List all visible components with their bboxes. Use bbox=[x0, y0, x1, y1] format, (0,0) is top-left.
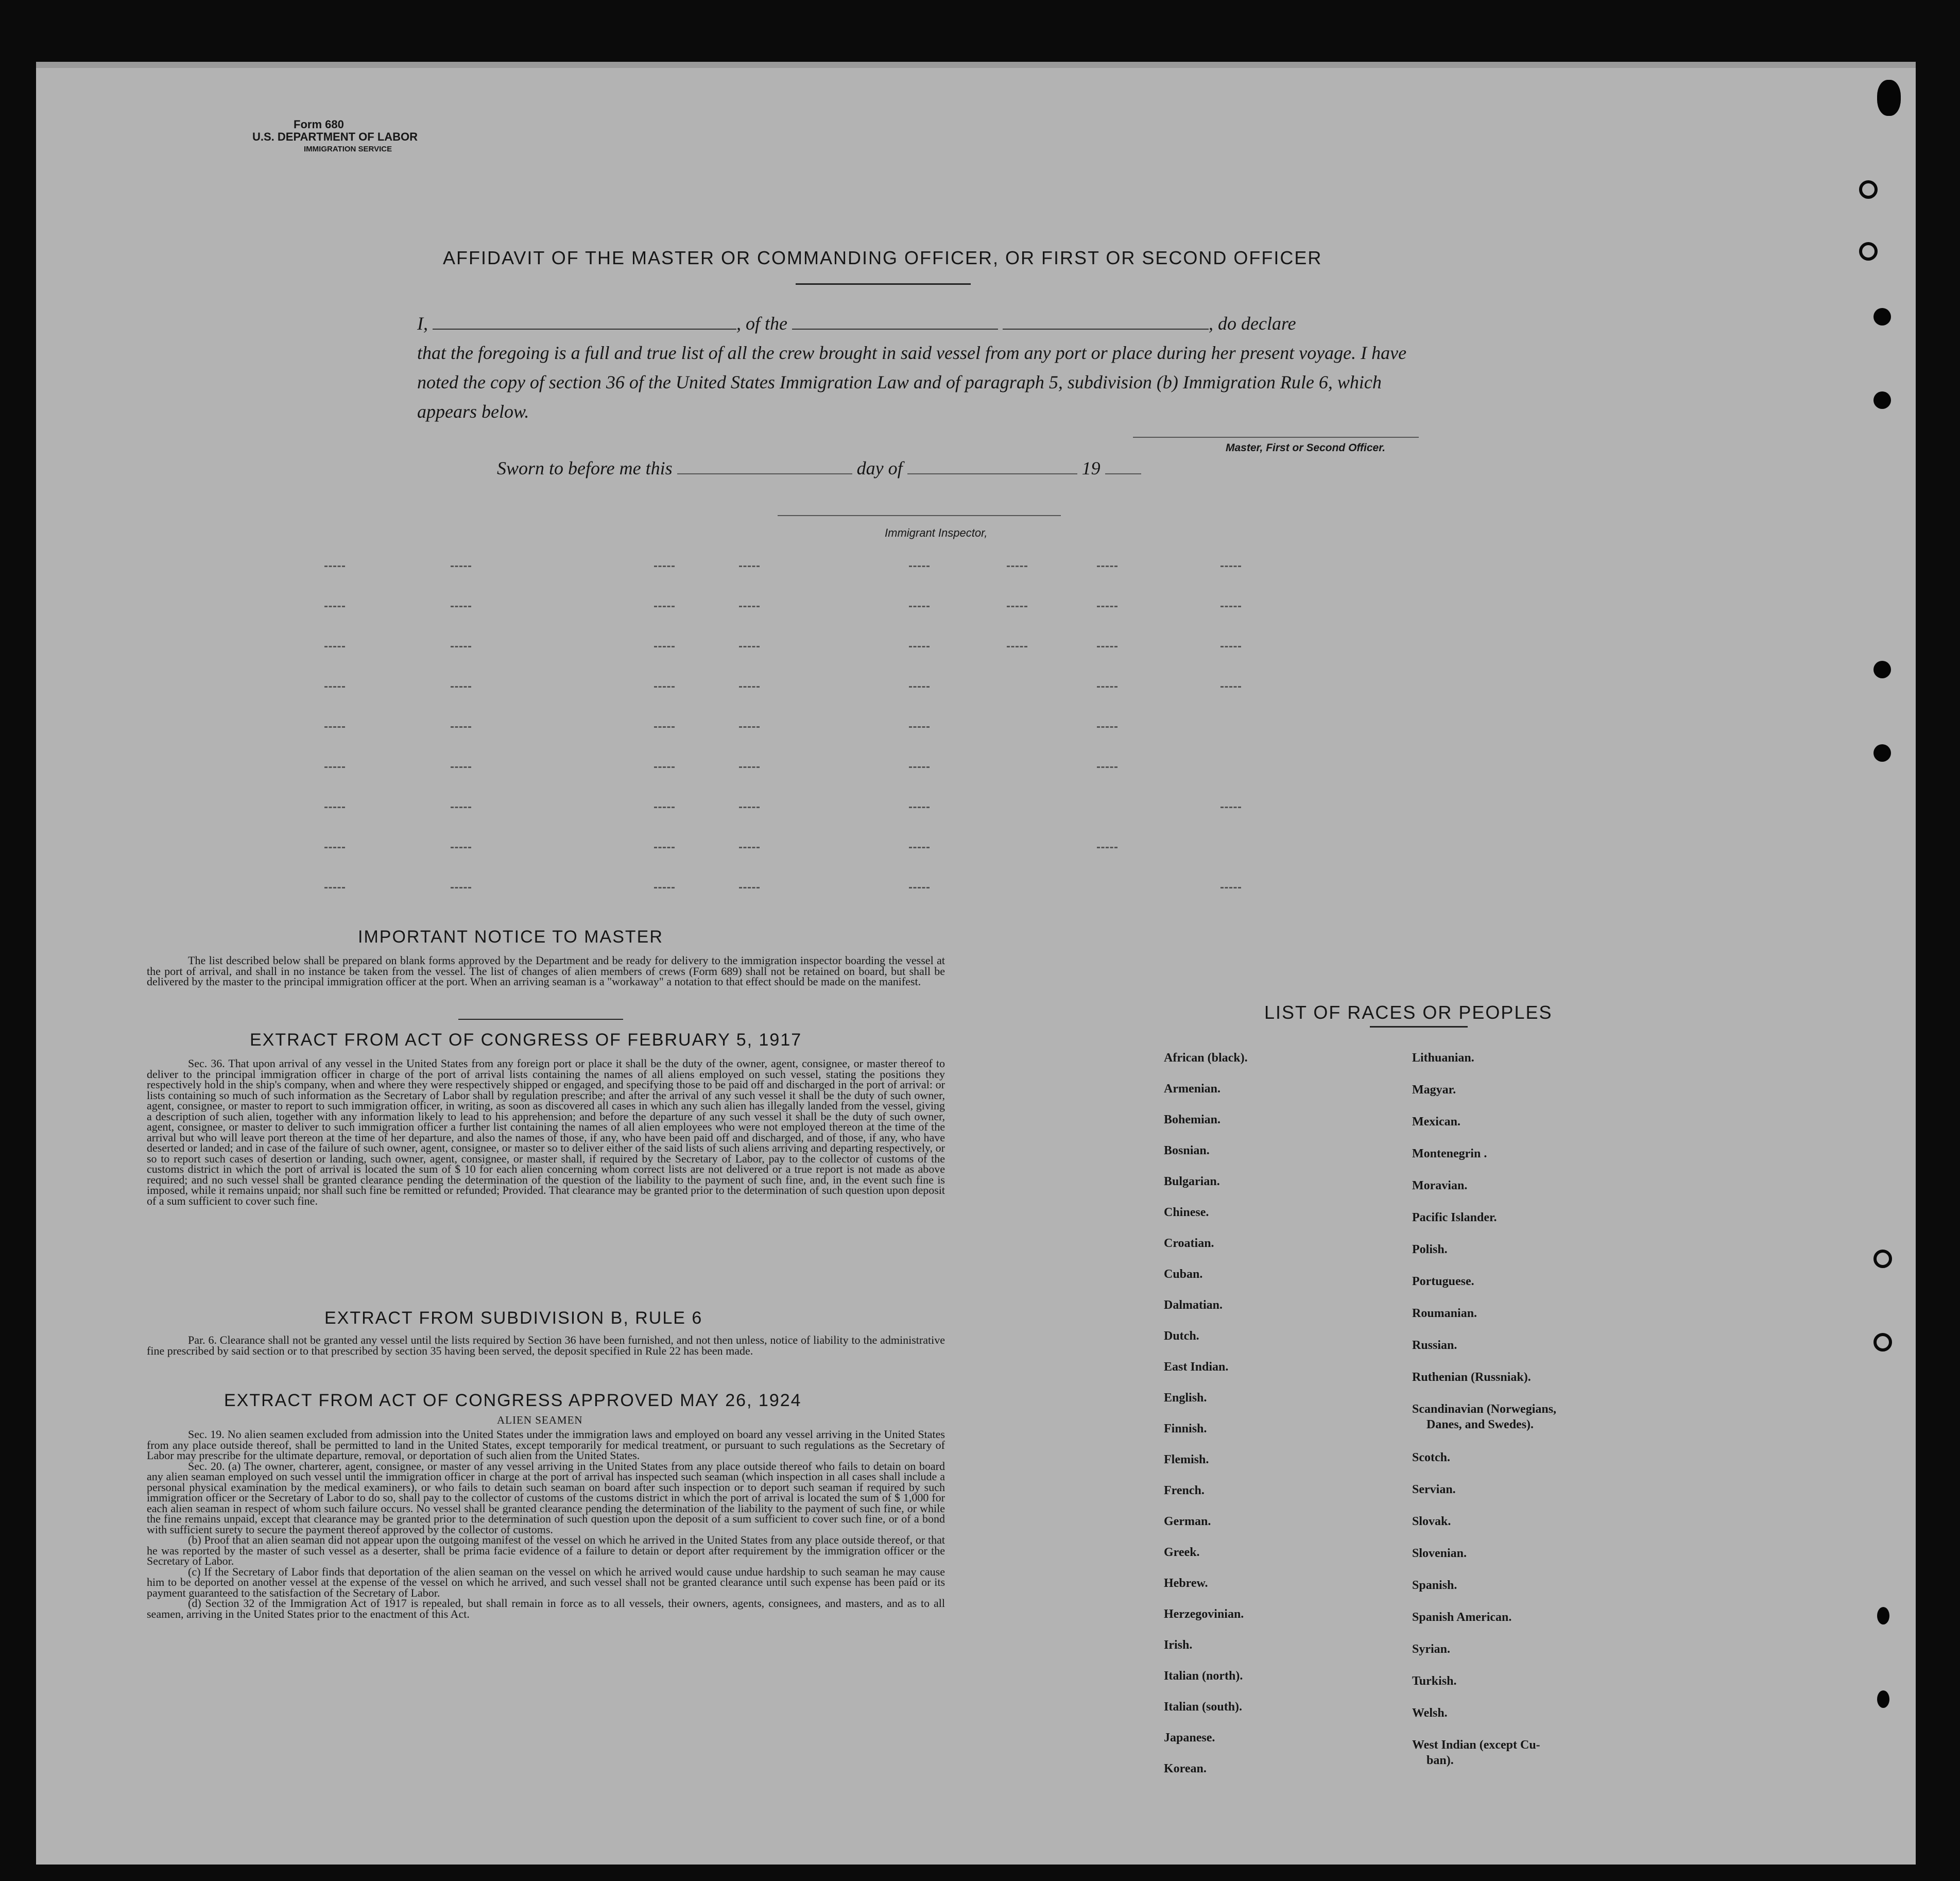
master-name-field[interactable] bbox=[433, 311, 736, 330]
act-1917-paragraph: Sec. 36. That upon arrival of any vessel in the United States from any foreign port or place it shall be the duty of the owner, agent, consignee, or master thereof to deliver to the principal immigration officer in charge of the port of arrival lists containing the names of all aliens employed on such vessel, stating the positions they respectively hold in the ship's company, when and where they were respectively shipped or engaged, and specifying those to be paid off and discharged in the port of arrival: or lists containing so much of such information as the Secretary of Labor shall by regulation prescribe; and after the arrival of any such vessel it shall be the duty of such owner, agent, consignee, or master to report to such immigration officer, in writing, as soon as discovered all cases in which any such alien has illegally landed from the vessel, giving a description of such alien, together with any information likely to lead to his apprehension; and before the departure of any such vessel it shall be the duty of such owner, agent, consignee, or master to deliver to such immigration officer a further list containing the names of all alien employees who were not employed thereon at the time of the arrival but who will leave port thereon at the time of her departure, and also the names of those, if any, who have been paid off and discharged, and of those, if any, who have deserted or landed; and in case of the failure of such owner, agent, consignee, or master so to deliver either of the said lists of such aliens arriving and departing respectively, or so to report such cases of desertion or landing, such owner, agent, consignee, or master shall, if required by the Secretary of Labor, pay to the collector of customs of the customs district in which the port of arrival is located the sum of $ 10 for each alien concerning whom correct lists are not delivered or a true report is not made as above required; and no such vessel shall be granted clearance pending the determination of the question of the liability to the payment of such fine, and, in the event such fine is imposed, while it remains unpaid; nor shall such fine be remitted or refunded; Provided. That clearance may be granted prior to the determination of such question upon deposit of a sum sufficient to cover such fine. bbox=[147, 1057, 945, 1207]
affidavit-title-rule bbox=[796, 283, 971, 285]
affidavit-i-label: I, bbox=[417, 313, 428, 334]
service-name: IMMIGRATION SERVICE bbox=[304, 145, 392, 153]
race-item: Croatian. bbox=[1164, 1237, 1214, 1250]
race-item: German. bbox=[1164, 1515, 1211, 1528]
race-item: Magyar. bbox=[1412, 1083, 1456, 1097]
punch-hole-icon bbox=[1877, 80, 1901, 116]
race-item: Ruthenian (Russniak). bbox=[1412, 1371, 1531, 1384]
race-item-continued: Danes, and Swedes). bbox=[1426, 1418, 1534, 1431]
act-1924-sec-19: Sec. 19. No alien seamen excluded from admission into the United States under the immigration laws and employed on board any vessel arriving in the United States from any place outside thereof, shall be permitted to land in the United States, except temporarily for medical treatment, or pursuant to such regulations as the Secretary of Labor may prescribe for the ultimate departure, removal, or deportation of such alien from the United States. bbox=[147, 1428, 945, 1462]
race-item: Spanish. bbox=[1412, 1579, 1457, 1592]
race-item: Russian. bbox=[1412, 1339, 1457, 1352]
punch-hole-icon bbox=[1877, 1607, 1889, 1624]
race-item: Roumanian. bbox=[1412, 1307, 1477, 1320]
act-1917-title: EXTRACT FROM ACT OF CONGRESS OF FEBRUARY 5, 1917 bbox=[250, 1030, 802, 1050]
affidavit-declare-label: , do declare bbox=[1208, 313, 1296, 334]
form-number: Form 680 bbox=[294, 118, 344, 131]
race-item: East Indian. bbox=[1164, 1360, 1229, 1374]
punch-hole-icon bbox=[1873, 744, 1891, 762]
race-item: Dalmatian. bbox=[1164, 1298, 1223, 1312]
sworn-year-field[interactable] bbox=[1105, 458, 1141, 474]
race-item: Lithuanian. bbox=[1412, 1051, 1474, 1065]
act-1924-sec-20c: (c) If the Secretary of Labor finds that deportation of the alien seaman on the vessel on which he arrived would cause undue hardship to such seaman he may cause him to be deported on another vessel at the expense of the vessel on which he arrived, and such vessel shall not be granted clearance until such expense has been paid or its payment guaranteed to the satisfaction of the Secretary of Labor. bbox=[147, 1565, 945, 1599]
race-item: Italian (south). bbox=[1164, 1700, 1243, 1714]
punch-hole-icon bbox=[1873, 661, 1891, 678]
inspector-signature-line[interactable] bbox=[778, 515, 1061, 516]
act-1917-text bbox=[147, 1058, 945, 1206]
rule-6-text bbox=[147, 1335, 945, 1356]
race-item: Italian (north). bbox=[1164, 1669, 1243, 1683]
punch-hole-icon bbox=[1877, 1690, 1889, 1708]
notice-text bbox=[147, 955, 945, 987]
race-item: Bosnian. bbox=[1164, 1144, 1210, 1157]
affidavit-body bbox=[417, 309, 1421, 426]
race-item: Spanish American. bbox=[1412, 1611, 1512, 1624]
race-item: Scotch. bbox=[1412, 1451, 1450, 1464]
race-item: Slovak. bbox=[1412, 1515, 1451, 1528]
races-title-rule bbox=[1370, 1026, 1468, 1028]
sworn-day-field[interactable] bbox=[677, 458, 852, 474]
notice-title: IMPORTANT NOTICE TO MASTER bbox=[358, 927, 663, 947]
affidavit-line-1 bbox=[417, 309, 1421, 338]
act-1924-text bbox=[147, 1429, 945, 1619]
vessel-name-field-b[interactable] bbox=[1003, 311, 1209, 330]
race-item: Bohemian. bbox=[1164, 1113, 1221, 1126]
race-item: Syrian. bbox=[1412, 1643, 1451, 1656]
race-item: Greek. bbox=[1164, 1546, 1200, 1559]
act-1924-sec-20d: (d) Section 32 of the Immigration Act of 1917 is repealed, but shall remain in force as to all vessels, their owners, agents, consignees, and masters, and as to all seamen, arriving in the United States prior to the enactment of this Act. bbox=[147, 1597, 945, 1620]
sworn-line bbox=[497, 457, 1141, 479]
race-item: Mexican. bbox=[1412, 1115, 1460, 1128]
race-item: West Indian (except Cu- bbox=[1412, 1738, 1540, 1752]
punch-hole-icon bbox=[1873, 1333, 1892, 1352]
bleed-through-dashes bbox=[324, 566, 1354, 926]
department-name: U.S. DEPARTMENT OF LABOR bbox=[252, 130, 418, 143]
form-header bbox=[252, 118, 418, 156]
race-item: Herzegovinian. bbox=[1164, 1608, 1244, 1621]
notice-paragraph: The list described below shall be prepared on blank forms approved by the Department and be ready for delivery to the immigration inspector boarding the vessel at the port of arrival, and shall in no instance be taken from the vessel. The list of changes of alien members of crews (Form 689) shall not be retained on board, but shall be delivered by the master to the principal immigration officer at the port. When an arriving seaman is a "workaway" a notation to that effect should be made on the manifest. bbox=[147, 954, 945, 988]
affidavit-title: AFFIDAVIT OF THE MASTER OR COMMANDING OFFICER, OR FIRST OR SECOND OFFICER bbox=[443, 247, 1322, 268]
race-item: Hebrew. bbox=[1164, 1577, 1208, 1590]
race-item: Slovenian. bbox=[1412, 1547, 1467, 1560]
punch-hole-icon bbox=[1873, 308, 1891, 326]
notice-rule bbox=[458, 1019, 623, 1020]
race-item: Japanese. bbox=[1164, 1731, 1215, 1745]
document-page bbox=[36, 62, 1916, 1865]
race-item: Chinese. bbox=[1164, 1206, 1209, 1219]
affidavit-of-the-label: , of the bbox=[736, 313, 787, 334]
master-signature-line[interactable] bbox=[1133, 437, 1419, 438]
race-item: Bulgarian. bbox=[1164, 1175, 1220, 1188]
punch-hole-icon bbox=[1873, 1250, 1892, 1268]
race-item: Portuguese. bbox=[1412, 1275, 1474, 1288]
punch-hole-icon bbox=[1859, 180, 1878, 199]
alien-seamen-subtitle: ALIEN SEAMEN bbox=[497, 1414, 583, 1426]
day-of-label: day of bbox=[856, 458, 903, 478]
vessel-name-field-a[interactable] bbox=[792, 311, 998, 330]
sworn-label: Sworn to before me this bbox=[497, 458, 673, 478]
rule-6-title: EXTRACT FROM SUBDIVISION B, RULE 6 bbox=[324, 1308, 703, 1328]
race-item: Montenegrin . bbox=[1412, 1147, 1487, 1160]
punch-hole-icon bbox=[1873, 391, 1891, 409]
punch-hole-icon bbox=[1859, 242, 1878, 261]
race-item-continued: ban). bbox=[1426, 1754, 1454, 1767]
year-prefix-label: 19 bbox=[1081, 458, 1101, 478]
race-item: Armenian. bbox=[1164, 1082, 1220, 1096]
act-1924-sec-20a: Sec. 20. (a) The owner, charterer, agent, consignee, or master of any vessel arriving in the United States from any place outside thereof who fails to detain on board any alien seaman employed on such vessel until the immigration officer in charge at the port of arrival has inspected such seaman (which inspection in all cases shall include a personal physical examination by the medical examiners), or who fails to detain such seaman on board after such inspection or to deport such seaman if required by such immigration officer or the Secretary of Labor to do so, shall pay to the collector of customs of the customs district in which the port of arrival is located the sum of $ 1,000 for each alien seaman in respect of whom such failure occurs. No vessel shall be granted clearance pending the determination of the liability to the payment of such fine, or while the fine remains unpaid, except that clearance may be granted prior to the determination of such question upon the deposit of a sum sufficient to cover such fine, or of a bond with sufficient surety to secure the payment thereof approved by the collector of customs. bbox=[147, 1459, 945, 1536]
race-item: Turkish. bbox=[1412, 1674, 1457, 1688]
race-item: Welsh. bbox=[1412, 1706, 1448, 1720]
race-item: African (black). bbox=[1164, 1051, 1248, 1065]
master-signature-label: Master, First or Second Officer. bbox=[1226, 442, 1386, 454]
race-item: Servian. bbox=[1412, 1483, 1456, 1496]
race-item: French. bbox=[1164, 1484, 1205, 1497]
page-top-edge bbox=[36, 62, 1916, 68]
race-item: Korean. bbox=[1164, 1762, 1207, 1775]
race-item: Cuban. bbox=[1164, 1268, 1203, 1281]
race-item: Flemish. bbox=[1164, 1453, 1209, 1466]
race-item: Moravian. bbox=[1412, 1179, 1468, 1192]
race-item: Finnish. bbox=[1164, 1422, 1207, 1435]
race-item: Dutch. bbox=[1164, 1329, 1199, 1343]
affidavit-declaration-text: that the foregoing is a full and true list of all the crew brought in said vessel from any port or place during her present voyage. I have noted the copy of section 36 of the United States Immigration Law and of paragraph 5, subdivision (b) Immigration Rule 6, which appears below. bbox=[417, 343, 1407, 422]
race-item: Irish. bbox=[1164, 1638, 1193, 1652]
act-1924-title: EXTRACT FROM ACT OF CONGRESS APPROVED MAY 26, 1924 bbox=[224, 1391, 802, 1410]
race-item: Scandinavian (Norwegians, bbox=[1412, 1403, 1557, 1416]
inspector-label: Immigrant Inspector, bbox=[885, 526, 988, 539]
races-title: LIST OF RACES OR PEOPLES bbox=[1264, 1002, 1553, 1023]
rule-6-paragraph: Par. 6. Clearance shall not be granted any vessel until the lists required by Section 36 have been furnished, and not then unless, notice of liability to the administrative fine prescribed by said section or to that prescribed by section 35 having been served, the deposit specified in Rule 22 has been made. bbox=[147, 1333, 945, 1357]
sworn-month-field[interactable] bbox=[907, 458, 1077, 474]
race-item: Pacific Islander. bbox=[1412, 1211, 1497, 1224]
race-item: English. bbox=[1164, 1391, 1207, 1405]
act-1924-sec-20b: (b) Proof that an alien seaman did not appear upon the outgoing manifest of the vessel on which he arrived in the United States from any place outside thereof, or that he was reported by the master of such vessel as a deserter, shall be prima facie evidence of a failure to detain or deport after requirement by the immigration officer or the Secretary of Labor. bbox=[147, 1533, 945, 1567]
race-item: Polish. bbox=[1412, 1243, 1448, 1256]
